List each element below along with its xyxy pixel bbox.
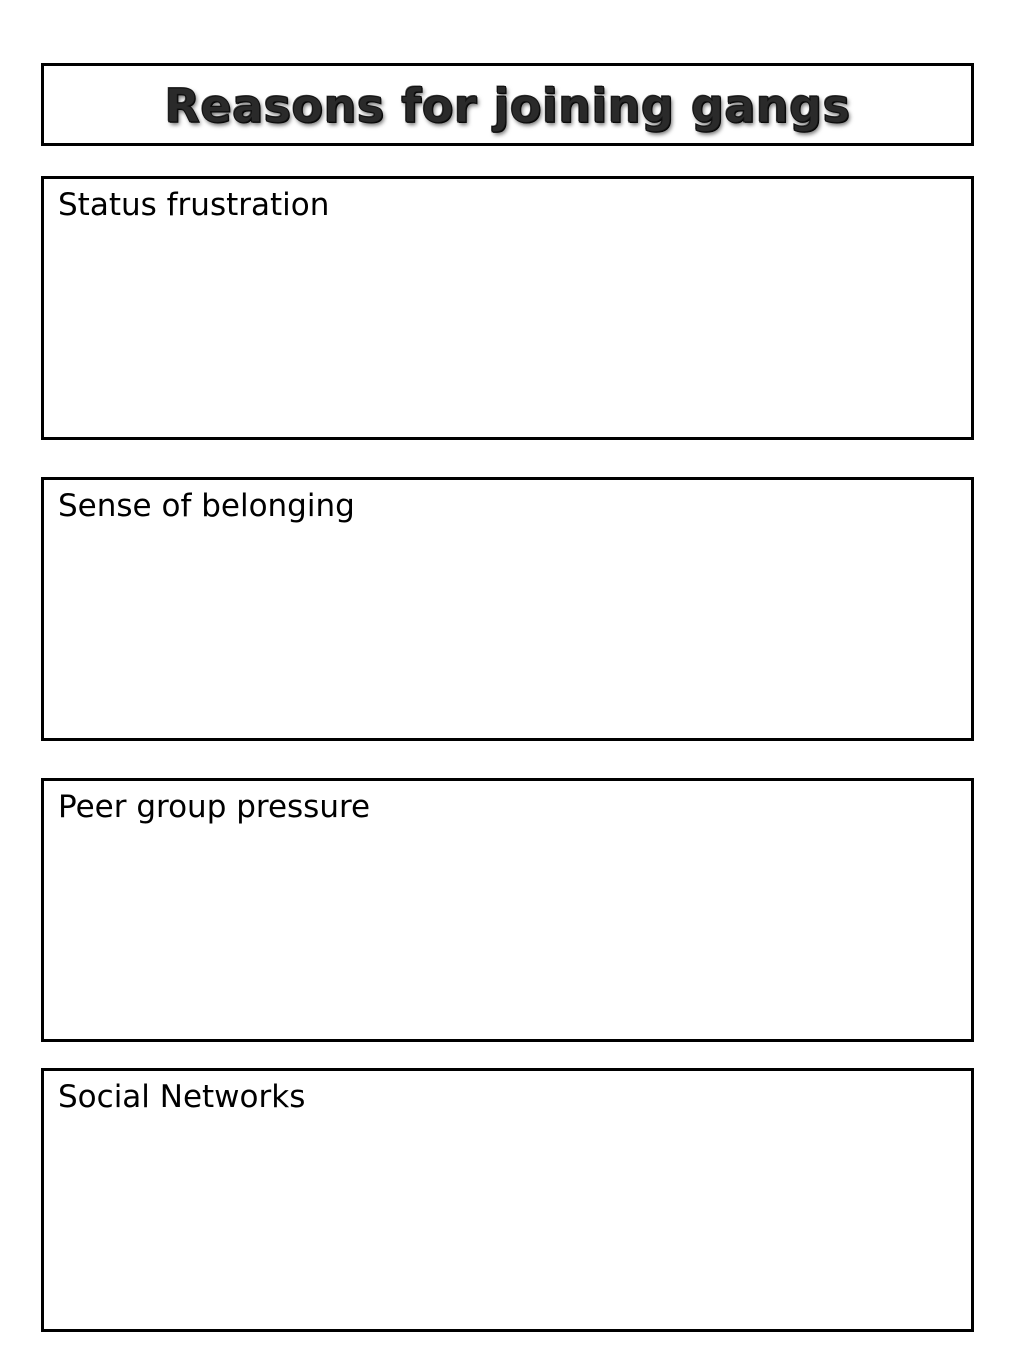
section-label: Social Networks bbox=[58, 1079, 306, 1115]
section-label: Sense of belonging bbox=[58, 488, 355, 524]
section-label: Status frustration bbox=[58, 187, 330, 223]
answer-box-social-networks[interactable] bbox=[41, 1068, 974, 1332]
answer-box-sense-of-belonging[interactable] bbox=[41, 477, 974, 741]
answer-box-peer-group-pressure[interactable] bbox=[41, 778, 974, 1042]
page-title: Reasons for joining gangs bbox=[164, 78, 851, 133]
section-label: Peer group pressure bbox=[58, 789, 371, 825]
title-box bbox=[41, 63, 974, 146]
answer-box-status-frustration[interactable] bbox=[41, 176, 974, 440]
